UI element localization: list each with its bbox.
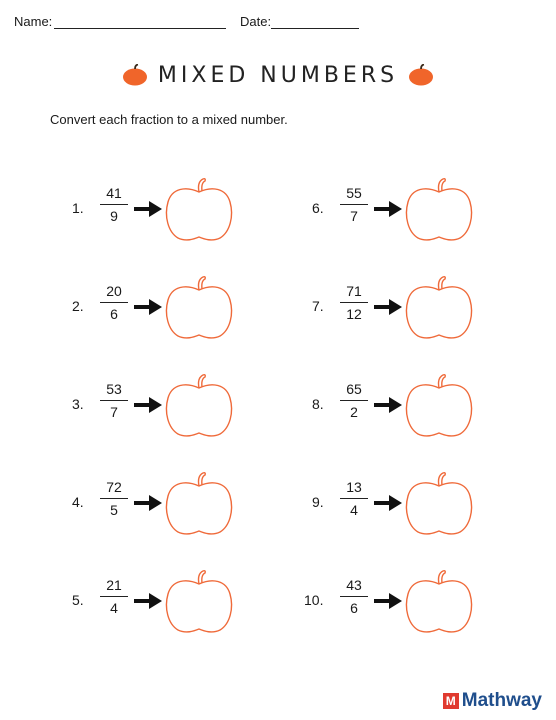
- fraction: [100, 282, 128, 323]
- fraction-bar: [100, 596, 128, 597]
- denominator: 7: [350, 208, 358, 224]
- denominator: 9: [110, 208, 118, 224]
- fraction: [100, 478, 128, 519]
- name-field[interactable]: [54, 28, 226, 29]
- numerator: 72: [106, 479, 122, 495]
- problem-item: [312, 176, 512, 246]
- denominator: 2: [350, 404, 358, 420]
- numerator: 21: [106, 577, 122, 593]
- pumpkin-icon: [122, 64, 148, 86]
- problem-number: 2.: [72, 298, 84, 314]
- logo-mark: M: [443, 693, 459, 709]
- problem-item: [72, 568, 272, 638]
- fraction-bar: [340, 204, 368, 205]
- pumpkin-outline-icon[interactable]: [404, 470, 474, 536]
- pumpkin-outline-icon[interactable]: [164, 372, 234, 438]
- numerator: 13: [346, 479, 362, 495]
- problem-item: [312, 470, 512, 540]
- denominator: 5: [110, 502, 118, 518]
- numerator: 65: [346, 381, 362, 397]
- problem-number: 10.: [304, 592, 324, 608]
- problem-item: [72, 470, 272, 540]
- logo-text: Mathway: [461, 690, 542, 711]
- fraction-bar: [100, 302, 128, 303]
- numerator: 71: [346, 283, 362, 299]
- pumpkin-outline-icon[interactable]: [164, 176, 234, 242]
- arrow-right-icon: [134, 299, 162, 315]
- date-label: Date:: [240, 14, 272, 29]
- pumpkin-outline-icon[interactable]: [164, 274, 234, 340]
- date-field[interactable]: [271, 28, 359, 29]
- fraction: [340, 184, 368, 225]
- arrow-right-icon: [374, 495, 402, 511]
- fraction-bar: [100, 204, 128, 205]
- denominator: 7: [110, 404, 118, 420]
- problem-number: 9.: [312, 494, 324, 510]
- arrow-right-icon: [134, 495, 162, 511]
- pumpkin-outline-icon[interactable]: [404, 176, 474, 242]
- problem-number: 4.: [72, 494, 84, 510]
- arrow-right-icon: [374, 397, 402, 413]
- problem-number: 1.: [72, 200, 84, 216]
- problem-number: 5.: [72, 592, 84, 608]
- pumpkin-outline-icon[interactable]: [404, 274, 474, 340]
- problem-item: [72, 372, 272, 442]
- fraction-bar: [100, 498, 128, 499]
- fraction: [340, 380, 368, 421]
- denominator: 4: [350, 502, 358, 518]
- arrow-right-icon: [134, 397, 162, 413]
- fraction-bar: [100, 400, 128, 401]
- fraction: [100, 576, 128, 617]
- mathway-logo: [443, 690, 542, 712]
- page-title: MIXED NUMBERS: [157, 62, 399, 88]
- fraction-bar: [340, 400, 368, 401]
- denominator: 12: [346, 306, 362, 322]
- fraction: [340, 576, 368, 617]
- arrow-right-icon: [374, 593, 402, 609]
- fraction-bar: [340, 596, 368, 597]
- fraction: [340, 282, 368, 323]
- arrow-right-icon: [134, 593, 162, 609]
- pumpkin-outline-icon[interactable]: [164, 568, 234, 634]
- problem-item: [312, 274, 512, 344]
- denominator: 6: [350, 600, 358, 616]
- pumpkin-icon: [408, 64, 434, 86]
- numerator: 53: [106, 381, 122, 397]
- problem-number: 7.: [312, 298, 324, 314]
- problem-number: 8.: [312, 396, 324, 412]
- pumpkin-outline-icon[interactable]: [164, 470, 234, 536]
- numerator: 20: [106, 283, 122, 299]
- problem-item: [312, 372, 512, 442]
- problem-number: 6.: [312, 200, 324, 216]
- denominator: 4: [110, 600, 118, 616]
- arrow-right-icon: [134, 201, 162, 217]
- problem-item: [304, 568, 512, 638]
- arrow-right-icon: [374, 201, 402, 217]
- instructions: Convert each fraction to a mixed number.: [50, 112, 288, 127]
- pumpkin-outline-icon[interactable]: [404, 568, 474, 634]
- numerator: 43: [346, 577, 362, 593]
- fraction: [340, 478, 368, 519]
- fraction-bar: [340, 302, 368, 303]
- title-row: [0, 60, 556, 90]
- fraction: [100, 184, 128, 225]
- fraction: [100, 380, 128, 421]
- problem-item: [72, 176, 272, 246]
- name-label: Name:: [14, 14, 53, 29]
- numerator: 41: [106, 185, 122, 201]
- problem-number: 3.: [72, 396, 84, 412]
- denominator: 6: [110, 306, 118, 322]
- arrow-right-icon: [374, 299, 402, 315]
- problem-item: [72, 274, 272, 344]
- pumpkin-outline-icon[interactable]: [404, 372, 474, 438]
- numerator: 55: [346, 185, 362, 201]
- fraction-bar: [340, 498, 368, 499]
